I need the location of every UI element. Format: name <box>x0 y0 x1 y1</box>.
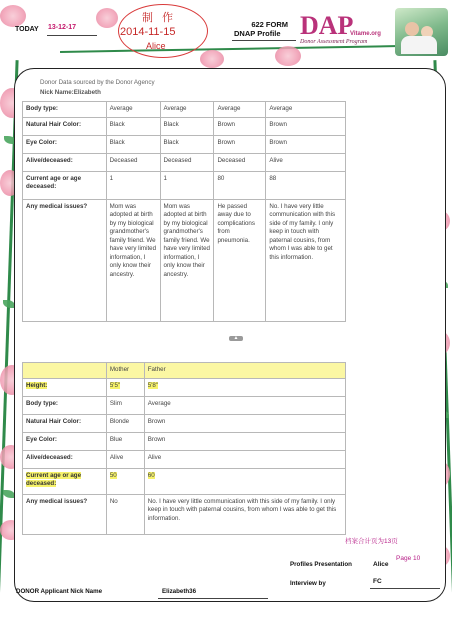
table-cell: Black <box>160 117 214 135</box>
table-cell: Brown <box>214 117 266 135</box>
source-note: Donor Data sourced by the Donor Agency <box>40 79 155 86</box>
table-cell: Brown <box>266 117 346 135</box>
flower-decoration <box>200 50 224 68</box>
table-cell <box>106 468 144 494</box>
section-divider-icon: ▲ <box>229 336 243 341</box>
table-cell: Black <box>106 117 160 135</box>
table-row <box>23 494 346 534</box>
interview-label: Interview by <box>290 580 326 587</box>
today-date: 13-12-17 <box>48 24 77 31</box>
nick-name: Nick Name:Elizabeth <box>40 89 101 96</box>
row-label: Alive/deceased: <box>23 153 107 171</box>
table-cell: Mom was adopted at birth by my biological grandmother's family friend. We have very limited information, I only know their ancestry. <box>160 199 214 321</box>
cell-text: 50 <box>109 471 117 479</box>
table-cell: No. I have very little communication with this side of my family. I only keep in touch with paternal cousins, from whom I was able to get this information. <box>266 199 346 321</box>
table-cell: Average <box>144 396 345 414</box>
table-cell <box>144 468 345 494</box>
header-mother: Mother <box>106 363 144 379</box>
table-row <box>23 171 346 199</box>
parents-table <box>22 362 346 535</box>
row-label: Alive/deceased: <box>23 450 107 468</box>
table-cell: He passed away due to complications from pneumonia. <box>214 199 266 321</box>
table-cell: Deceased <box>160 153 214 171</box>
flower-decoration <box>0 5 26 27</box>
interview-underline <box>370 588 440 589</box>
table-row <box>23 414 346 432</box>
table-row <box>23 363 346 379</box>
row-label-text: Current age or age deceased: <box>26 471 82 487</box>
row-label: Body type: <box>23 396 107 414</box>
table-cell: No. I have very little communication with this side of my family. I only keep in touch with paternal cousins, from whom I was able to get this information. <box>144 494 345 534</box>
row-label: Any medical issues? <box>23 494 107 534</box>
today-label: TODAY <box>15 26 39 33</box>
form-subtitle: DNAP Profile <box>234 29 281 38</box>
table-cell: No <box>106 494 144 534</box>
profiles-presentation-value: Alice <box>373 561 389 568</box>
table-cell: Average <box>214 102 266 118</box>
flower-decoration <box>96 8 118 28</box>
table-cell: Black <box>160 135 214 153</box>
table-row <box>23 135 346 153</box>
donor-nickname-underline <box>158 598 268 599</box>
vine-decoration-top <box>60 45 400 53</box>
table-cell: Alive <box>106 450 144 468</box>
cell-text: 5'5" <box>109 381 121 389</box>
row-label: Natural Hair Color: <box>23 414 107 432</box>
row-label: Any medical issues? <box>23 199 107 321</box>
table-cell: Mom was adopted at birth by my biological grandmother's family friend. We have very limited information, I only know their ancestry. <box>106 199 160 321</box>
table-cell: Blonde <box>106 414 144 432</box>
table-row <box>23 117 346 135</box>
row-label <box>23 378 107 396</box>
table-row <box>23 153 346 171</box>
table-row <box>23 450 346 468</box>
family-photo <box>395 8 448 56</box>
table-cell: 88 <box>266 171 346 199</box>
row-label: Eye Color: <box>23 135 107 153</box>
table-cell: Brown <box>144 432 345 450</box>
stamp-title: 制 作 <box>142 12 177 24</box>
interview-value: FC <box>373 578 382 585</box>
today-underline <box>47 35 97 36</box>
table-cell: 1 <box>106 171 160 199</box>
donor-nickname-label: DONOR Applicant Nick Name <box>16 588 103 595</box>
table-cell: Average <box>106 102 160 118</box>
form-title: 622 FORM <box>251 20 288 29</box>
cell-text: 5'8" <box>147 381 159 389</box>
grandparents-table <box>22 101 346 322</box>
donor-nickname-value: Elizabeth36 <box>162 588 197 595</box>
page-total-note: 档案合计页为13页 <box>345 538 398 545</box>
table-row <box>23 468 346 494</box>
table-cell: Alive <box>266 153 346 171</box>
table-cell: Black <box>106 135 160 153</box>
row-label: Natural Hair Color: <box>23 117 107 135</box>
dap-logo: DAP <box>300 11 354 40</box>
table-cell: Alive <box>144 450 345 468</box>
table-row <box>23 378 346 396</box>
table-cell: Blue <box>106 432 144 450</box>
table-cell: Brown <box>144 414 345 432</box>
table-cell: Brown <box>214 135 266 153</box>
table-cell: Deceased <box>214 153 266 171</box>
header-father: Father <box>144 363 345 379</box>
row-label: Body type: <box>23 102 107 118</box>
row-label <box>23 468 107 494</box>
form-underline <box>232 40 296 41</box>
table-row <box>23 199 346 321</box>
header-blank-cell <box>23 363 107 379</box>
table-cell: Deceased <box>106 153 160 171</box>
table-cell: Slim <box>106 396 144 414</box>
table-cell: Brown <box>266 135 346 153</box>
table-row <box>23 102 346 118</box>
stamp-name: Alice <box>146 41 166 51</box>
stamp-date: 2014-11-15 <box>120 26 176 38</box>
table-row <box>23 432 346 450</box>
table-cell <box>106 378 144 396</box>
dap-logo-small: Vitame.org <box>350 31 381 37</box>
table-row <box>23 396 346 414</box>
table-cell: Average <box>266 102 346 118</box>
table-cell <box>144 378 345 396</box>
row-label: Eye Color: <box>23 432 107 450</box>
cell-text: 60 <box>147 471 155 479</box>
flower-decoration <box>275 46 301 66</box>
dap-tagline: Donor Assessment Program <box>300 39 368 45</box>
table-cell: Average <box>160 102 214 118</box>
page-number: Page 10 <box>396 555 421 562</box>
table-cell: 1 <box>160 171 214 199</box>
table-cell: 80 <box>214 171 266 199</box>
profiles-presentation-label: Profiles Presentation <box>290 561 352 568</box>
row-label: Current age or age deceased: <box>23 171 107 199</box>
row-label-text: Height: <box>26 381 48 389</box>
